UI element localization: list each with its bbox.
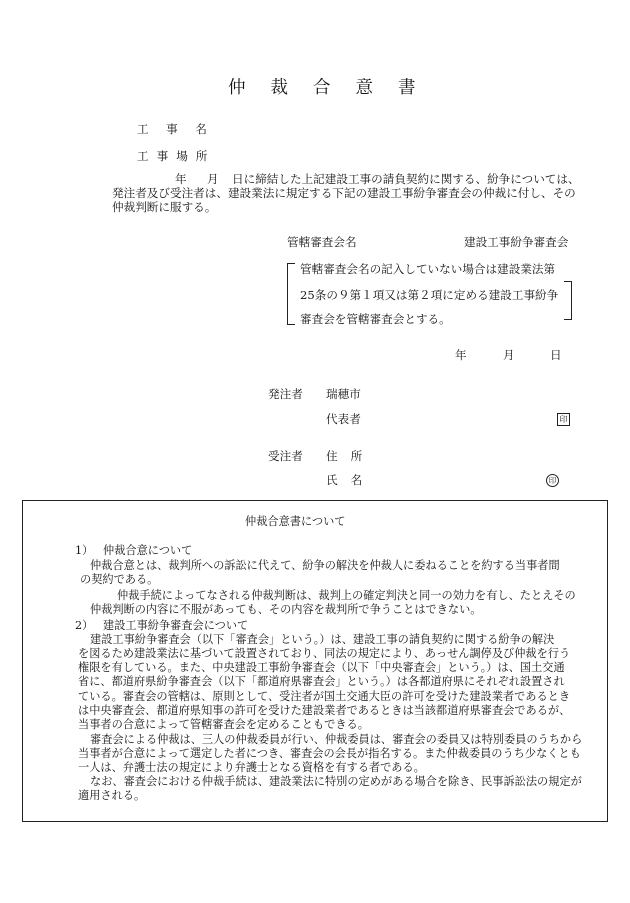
date-day-label: 日 [550,348,562,362]
contractor-seal-icon: 印 [546,474,559,487]
orderer-seal-icon: 印 [557,413,570,426]
section-line: なお、審査会における仲裁手続は、建設業法に特別の定めがある場合を除き、民事訴訟法の規定が [90,775,582,788]
section-line: 審査会による仲裁は、三人の仲裁委員が行い、仲裁委員は、審査会の委員又は特別委員のうちから [90,733,583,746]
section-line: 一人は、弁護士法の規定により弁護士となる資格を有する者である。 [78,761,425,774]
project-name-label: 工事名 [137,122,225,136]
agreement-year-label: 年 [175,172,187,186]
jurisdiction-note-line: 管轄審査会名の記入していない場合は建設業法第 [300,262,556,276]
section-number: 1） [75,544,94,557]
section-line: は中央審査会、都道府県知事の許可を受けた建設業者であるときは当該都道府県審査会であるが、 [78,704,571,717]
section-line: 仲裁合意とは、裁判所への訴訟に代えて、紛争の解決を仲裁人に委ねることを約する当事者間 [90,559,560,572]
jurisdiction-label: 管轄審査会名 [287,235,357,249]
orderer-role-label: 発注者 [268,387,303,401]
section-line: の契約である。 [80,573,159,586]
jurisdiction-note-line: 25条の９第１項又は第２項に定める建設工事紛争 [300,288,559,302]
section-line: 当事者が合意によって選定した者につき、審査会の会長が指名する。また仲裁委員のうち少なくとも [78,747,581,760]
note-bracket-left [287,263,295,325]
section-line: ている。審査会の管轄は、原則として、受注者が国土交通大臣の許可を受けた建設業者であるとき [78,690,571,703]
section-line: 仲裁判断の内容に不服があっても、その内容を裁判所で争うことはできない。 [90,603,482,616]
project-site-label: 工事場所 [137,149,216,163]
section-title: 仲裁合意について [103,544,193,557]
date-month-label: 月 [503,348,515,362]
contractor-address-label: 住所 [326,449,376,463]
agreement-line: 日に締結した上記建設工事の請負契約に関する、紛争については、 [232,172,580,186]
section-number: 2） [75,619,94,632]
date-year-label: 年 [455,348,467,362]
agreement-month-label: 月 [207,172,219,186]
agreement-line: 仲裁判断に服する。 [112,200,217,214]
agreement-line: 発注者及び受注者は、建設業法に規定する下記の建設工事紛争審査会の仲裁に付し、その [112,186,576,200]
section-line: 省に、都道府県紛争審査会（以下「都道府県審査会」という。）は各都道府県にそれぞれ設置され [78,675,565,688]
contractor-role-label: 受注者 [268,449,303,463]
contractor-name-label: 氏名 [326,473,376,487]
section-line: 仲裁手続によってなされる仲裁判断は、裁判上の確定判決と同一の効力を有し、たとえその [117,589,576,602]
orderer-representative-label: 代表者 [326,412,361,426]
section-title: 建設工事紛争審査会について [103,619,249,632]
jurisdiction-value: 建設工事紛争審査会 [464,235,569,249]
section-line: 適用される。 [78,789,146,802]
section-line: を図るため建設業法に基づいて設置されており、同法の規定により、あっせん調停及び仲裁を行う [78,647,571,660]
section-line: 建設工事紛争審査会（以下「審査会」という。）は、建設工事の請負契約に関する紛争の解決 [90,633,555,646]
section-line: 当事者の合意によって管轄審査会を定めることもできる。 [78,718,369,731]
note-bracket-right [564,281,572,320]
jurisdiction-note-line: 審査会を管轄審査会とする。 [300,312,451,326]
orderer-name: 瑞穂市 [326,387,361,401]
document-title: 仲裁合意書 [228,78,441,98]
section-line: 権限を有している。また、中央建設工事紛争審査会（以下「中央審査会」という。）は、国土交通 [78,661,565,674]
explanation-heading: 仲裁合意書について [245,515,346,528]
